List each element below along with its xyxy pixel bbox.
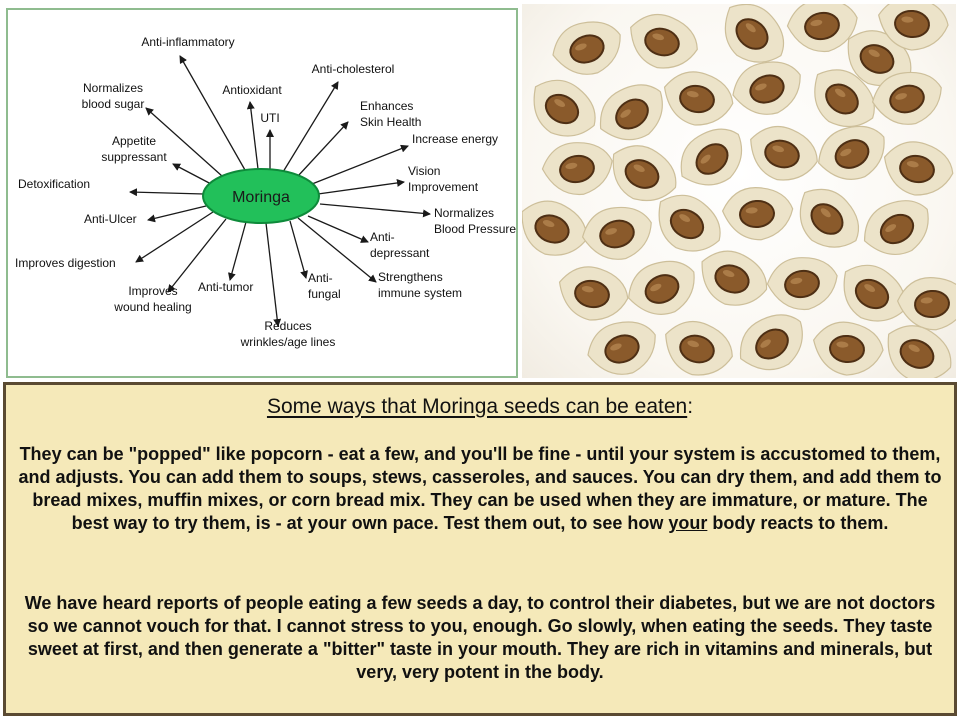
benefit-label-line: Anti- (308, 271, 333, 285)
arrow-anti-fungal (290, 221, 306, 278)
arrow-antioxidant (250, 102, 258, 169)
benefit-label-uti (260, 111, 279, 125)
benefit-label-line: suppressant (101, 150, 167, 164)
moringa-seeds-photo (522, 4, 956, 378)
moringa-seed (729, 302, 816, 378)
arrow-appetite-suppressant (173, 164, 213, 185)
benefit-label-line: Strengthens (378, 270, 443, 284)
arrow-anti-cholesterol (283, 82, 338, 172)
benefit-label-anti-fungal (308, 271, 341, 301)
benefit-label-line: Normalizes (82, 81, 144, 95)
moringa-seed (742, 120, 823, 189)
benefit-label-improves-wound-healing (113, 284, 191, 314)
benefit-label-line: Normalizes (434, 206, 495, 220)
moringa-seed (726, 52, 810, 125)
moringa-seed (522, 69, 606, 150)
benefit-label-line: depressant (370, 246, 430, 260)
moringa-seed (554, 262, 632, 326)
benefit-label-line: Anti-Ulcer (84, 212, 137, 226)
moringa-seed (577, 199, 658, 268)
benefit-label-normalizes-blood-pressure (434, 206, 516, 236)
benefit-label-vision-improvement (408, 164, 479, 194)
moringa-seed (589, 72, 676, 155)
moringa-seed (811, 320, 885, 378)
moringa-seed (581, 312, 665, 378)
benefit-label-line: Anti-cholesterol (311, 62, 395, 76)
benefit-label-line: Anti-tumor (198, 280, 254, 294)
benefit-label-line: Enhances (360, 99, 414, 113)
benefit-label-line: immune system (378, 286, 463, 300)
arrow-vision-improvement (318, 182, 404, 194)
moringa-seed (896, 274, 956, 332)
arrow-anti-inflammatory (180, 56, 245, 170)
moringa-seed (620, 250, 706, 327)
benefit-label-line: Detoxification (18, 177, 91, 191)
moringa-seed (784, 177, 871, 262)
moringa-seed (659, 67, 737, 131)
benefit-label-line: Antioxidant (222, 83, 282, 97)
info-paragraph-2: We have heard reports of people eating a few seeds a day, to control their diabetes, but we are not doctors so we cannot vouch for that. I cannot stress to you, enough. Go slowly, when eating the seeds. They taste sweet at first, and then generate a "bitter" taste in your mouth. They are rich in vitamins and minerals, but very, very potent in the body. (24, 593, 936, 682)
benefit-label-increase-energy (412, 132, 498, 146)
arrow-anti-ulcer (148, 206, 206, 220)
benefit-label-line: Appetite (111, 134, 157, 148)
arrow-reduces-wrinkles (266, 223, 278, 326)
moringa-seed (622, 8, 703, 77)
benefit-label-reduces-wrinkles (240, 319, 336, 349)
benefit-label-strengthens-immune-system (378, 270, 462, 300)
moringa-seed (854, 188, 941, 269)
benefit-label-improves-digestion (15, 256, 116, 270)
benefit-label-line: Vision (408, 164, 441, 178)
benefit-label-anti-depressant (370, 230, 430, 260)
moringa-seed (657, 315, 738, 378)
info-p1-text-end: body reacts to them. (707, 513, 889, 533)
info-paragraph-1 (14, 443, 946, 535)
benefit-label-line: Anti- (370, 230, 395, 244)
benefit-label-line: Improves digestion (15, 256, 116, 270)
info-p1-text: They can be "popped" like popcorn - eat a few, and you'll be fine - until your system is accustomed to them, and adjusts. You can add them to soups, stews, casseroles, and sauces. You can dry them, and add them to bread mixes, muffin mixes, or corn bread mix. They can be used when they are immature, or mature. The best way to try them, is - at your own pace. Test them out, to see how (18, 444, 942, 533)
arrow-enhances-skin-health (298, 122, 348, 176)
benefit-label-anti-tumor (198, 280, 253, 294)
info-heading (6, 395, 954, 419)
arrow-normalizes-blood-pressure (320, 204, 430, 214)
benefit-label-anti-inflammatory (141, 35, 234, 49)
moringa-seed (721, 184, 795, 242)
benefit-label-line: UTI (260, 111, 280, 125)
moringa-seed (691, 242, 775, 315)
benefit-label-line: blood sugar (81, 97, 145, 111)
moringa-seed (539, 137, 617, 201)
benefit-label-line: Improves (128, 284, 178, 298)
benefit-label-line: fungal (308, 287, 341, 301)
info-heading-title: Some ways that Moringa seeds can be eaten (266, 395, 688, 418)
arrow-increase-energy (312, 146, 408, 184)
benefit-label-detoxification (18, 177, 90, 191)
benefit-label-normalizes-blood-sugar (82, 81, 145, 111)
moringa-seed (764, 252, 842, 316)
benefit-label-line: Anti-inflammatory (141, 35, 235, 49)
benefit-label-anti-ulcer (84, 212, 137, 226)
benefit-label-line: Improvement (408, 180, 479, 194)
benefit-label-line: Reduces (264, 319, 312, 333)
arrow-anti-depressant (308, 216, 368, 242)
moringa-seed (669, 116, 756, 201)
moringa-center-label: Moringa (232, 189, 290, 206)
moringa-seed (522, 192, 595, 265)
benefit-label-appetite-suppressant (101, 134, 167, 164)
benefit-label-anti-cholesterol (312, 62, 395, 76)
benefit-label-line: Increase energy (412, 132, 499, 146)
benefit-label-enhances-skin-health (360, 99, 421, 129)
moringa-benefits-diagram (6, 8, 518, 378)
moringa-seed (879, 137, 956, 201)
benefit-label-line: wound healing (114, 300, 192, 314)
arrow-detoxification (130, 192, 204, 194)
seed-eating-info-box (3, 382, 957, 716)
benefit-label-line: Skin Health (360, 115, 422, 129)
info-heading-colon: : (687, 395, 694, 418)
moringa-seed (546, 12, 630, 85)
arrow-anti-tumor (230, 222, 246, 280)
diagram-canvas (8, 10, 516, 376)
benefit-label-line: Blood Pressure (434, 222, 516, 236)
info-p1-emphasis: your (668, 513, 708, 533)
arrow-normalizes-blood-sugar (146, 108, 222, 176)
benefit-label-line: wrinkles/age lines (240, 335, 336, 349)
arrow-improves-digestion (136, 212, 213, 262)
benefit-label-antioxidant (222, 83, 282, 97)
seeds-illustration (522, 4, 956, 378)
